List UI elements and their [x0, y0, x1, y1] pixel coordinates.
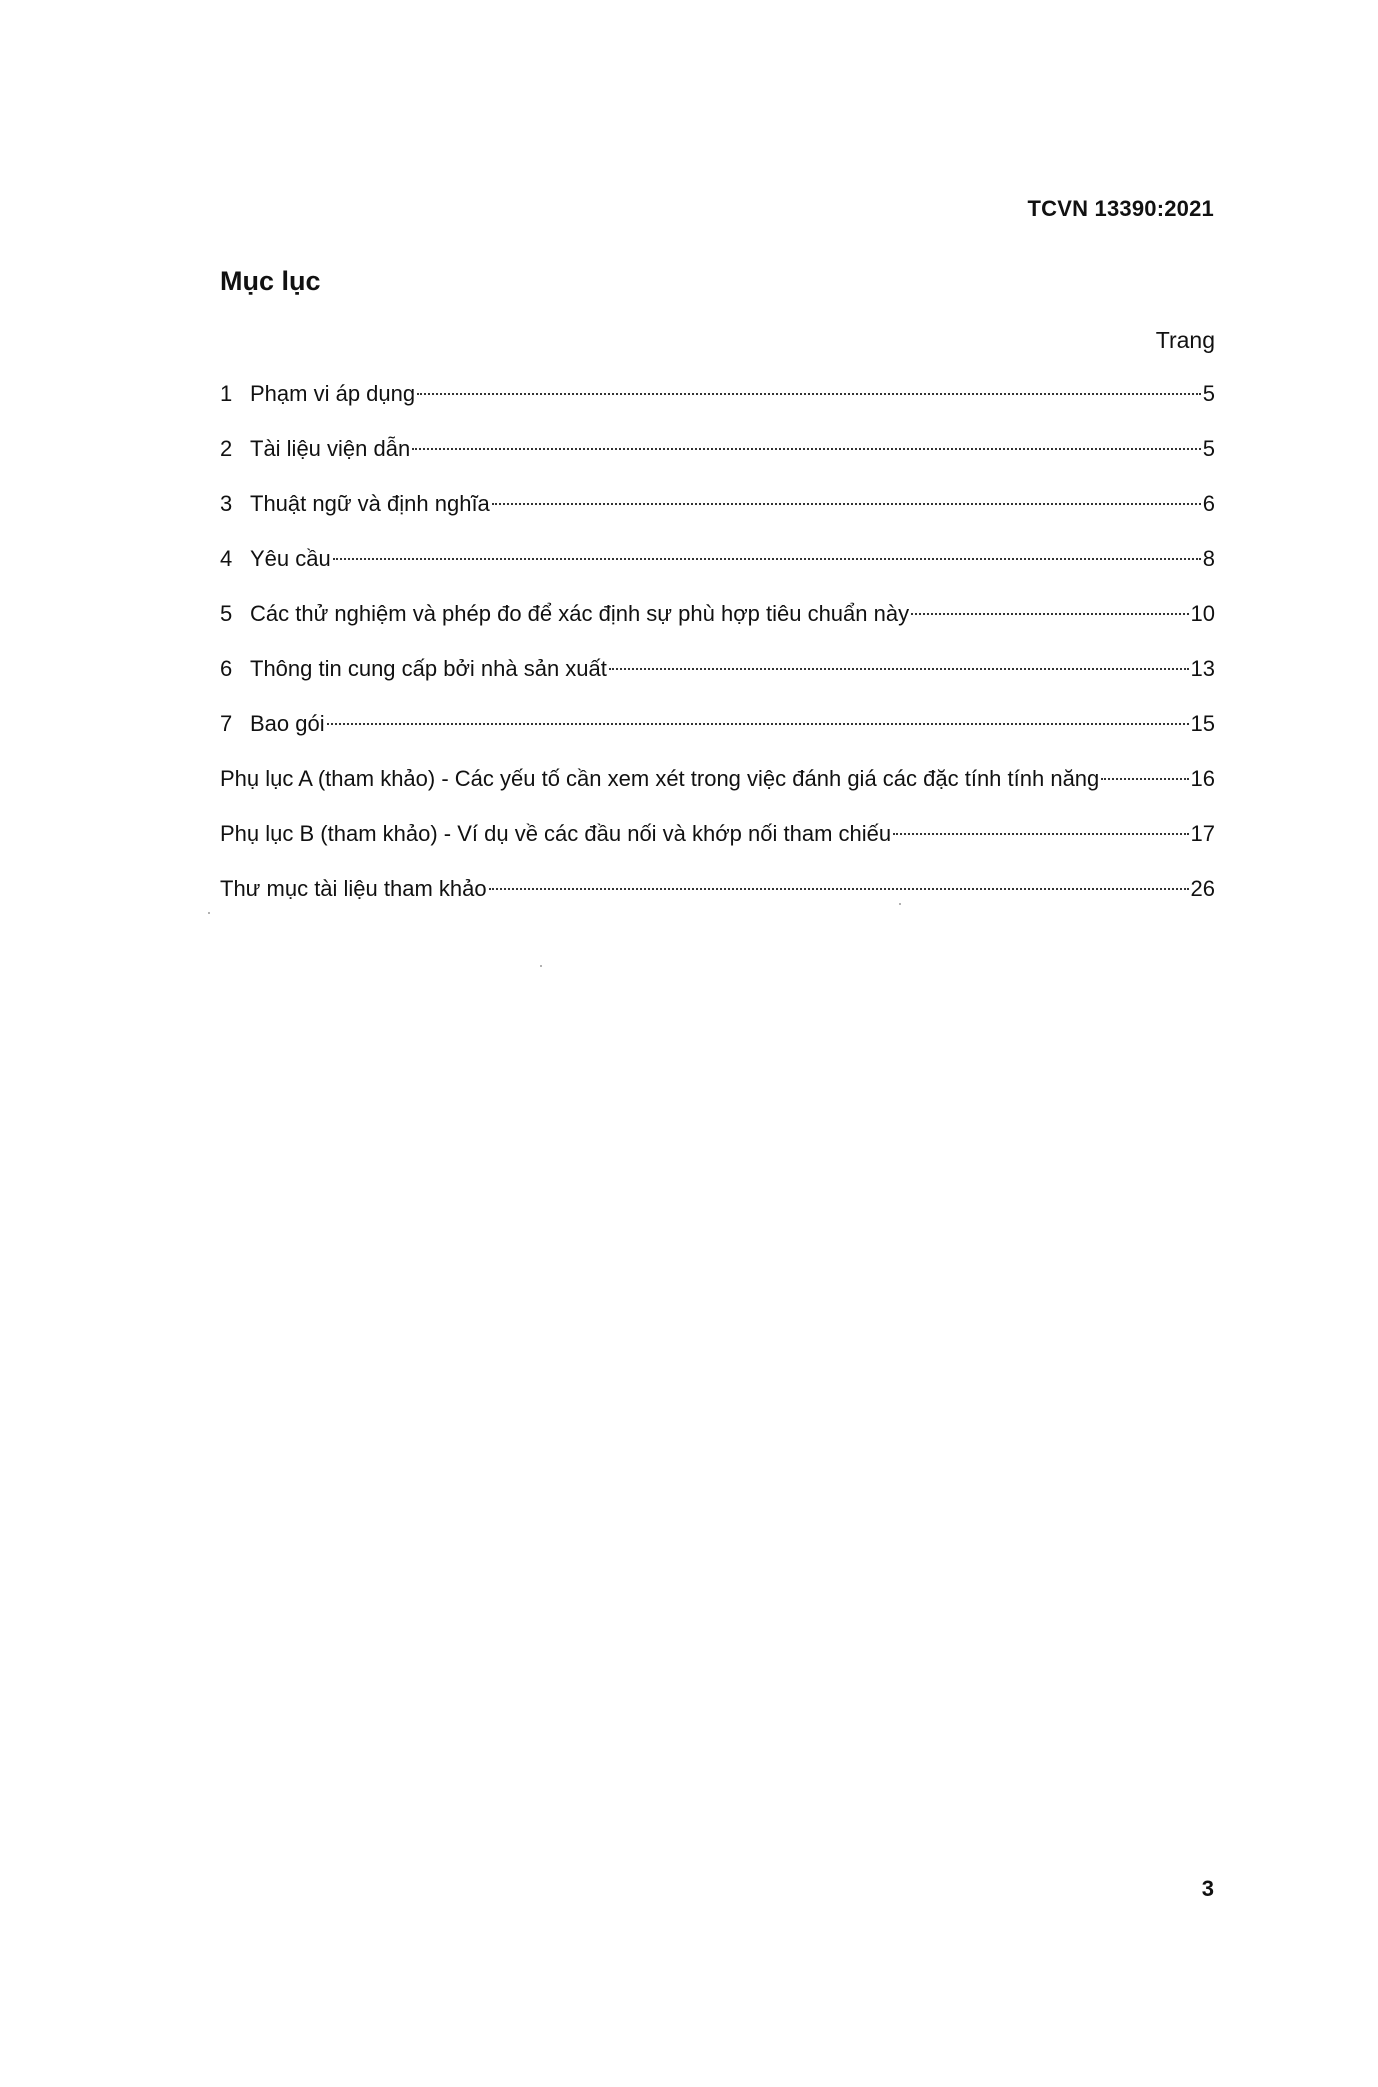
scan-speck: [540, 965, 542, 967]
toc-entry-title: Yêu cầu: [250, 546, 331, 571]
dot-leader: [417, 393, 1201, 395]
toc-entry-title: Bao gói: [250, 711, 325, 736]
document-code: TCVN 13390:2021: [1027, 196, 1214, 221]
dot-leader: [1101, 778, 1188, 780]
dot-leader: [333, 558, 1201, 560]
page-number: 3: [1201, 1876, 1214, 1901]
toc-entry-number: 7: [220, 711, 233, 736]
toc-entry-page: 13: [1190, 656, 1215, 681]
toc-entry-page: 5: [1202, 436, 1215, 461]
toc-entry-title: Thuật ngữ và định nghĩa: [250, 491, 490, 516]
toc-entry-page: 10: [1190, 601, 1215, 626]
toc-entry-title: Thư mục tài liệu tham khảo: [220, 876, 487, 901]
toc-entry-2[interactable]: [220, 435, 1215, 490]
toc-entry-title: Các thử nghiệm và phép đo để xác định sự phù hợp tiêu chuẩn này: [250, 601, 910, 626]
toc-entry-page: 5: [1202, 381, 1215, 406]
toc-entry-annex-b[interactable]: [220, 820, 1215, 875]
dot-leader: [489, 888, 1189, 890]
toc-entry-number: 3: [220, 491, 233, 516]
toc-entry-number: 6: [220, 656, 233, 681]
toc-entry-title: Phạm vi áp dụng: [250, 381, 416, 406]
page-column-label: Trang: [1155, 327, 1215, 353]
toc-entry-page: 17: [1190, 821, 1215, 846]
dot-leader: [492, 503, 1201, 505]
toc-entry-1[interactable]: [220, 380, 1215, 435]
toc-entry-page: 8: [1202, 546, 1215, 571]
toc-entry-title: Phụ lục A (tham khảo) - Các yếu tố cần xem xét trong việc đánh giá các đặc tính tính năng: [220, 766, 1100, 791]
toc-entry-page: 15: [1190, 711, 1215, 736]
toc-entry-number: 2: [220, 436, 233, 461]
scan-speck: [208, 912, 210, 914]
toc-entry-7[interactable]: [220, 710, 1215, 765]
toc-entry-bibliography[interactable]: [220, 875, 1215, 930]
toc-entry-page: 26: [1190, 876, 1215, 901]
scan-speck: [899, 903, 901, 905]
toc-entry-title: Phụ lục B (tham khảo) - Ví dụ về các đầu nối và khớp nối tham chiếu: [220, 821, 892, 846]
dot-leader: [911, 613, 1188, 615]
toc-entry-5[interactable]: [220, 600, 1215, 655]
dot-leader: [327, 723, 1189, 725]
toc-entry-4[interactable]: [220, 545, 1215, 600]
dot-leader: [893, 833, 1188, 835]
toc-entry-annex-a[interactable]: [220, 765, 1215, 820]
toc-entry-title: Tài liệu viện dẫn: [250, 436, 411, 461]
toc-entry-number: 1: [220, 381, 233, 406]
dot-leader: [412, 448, 1201, 450]
table-of-contents: [220, 380, 1215, 930]
toc-entry-page: 16: [1190, 766, 1215, 791]
toc-entry-6[interactable]: [220, 655, 1215, 710]
toc-title: Mục lục: [220, 266, 321, 296]
toc-entry-number: 4: [220, 546, 233, 571]
toc-entry-number: 5: [220, 601, 233, 626]
toc-entry-title: Thông tin cung cấp bởi nhà sản xuất: [250, 656, 607, 681]
toc-entry-3[interactable]: [220, 490, 1215, 545]
dot-leader: [609, 668, 1189, 670]
toc-entry-page: 6: [1202, 491, 1215, 516]
